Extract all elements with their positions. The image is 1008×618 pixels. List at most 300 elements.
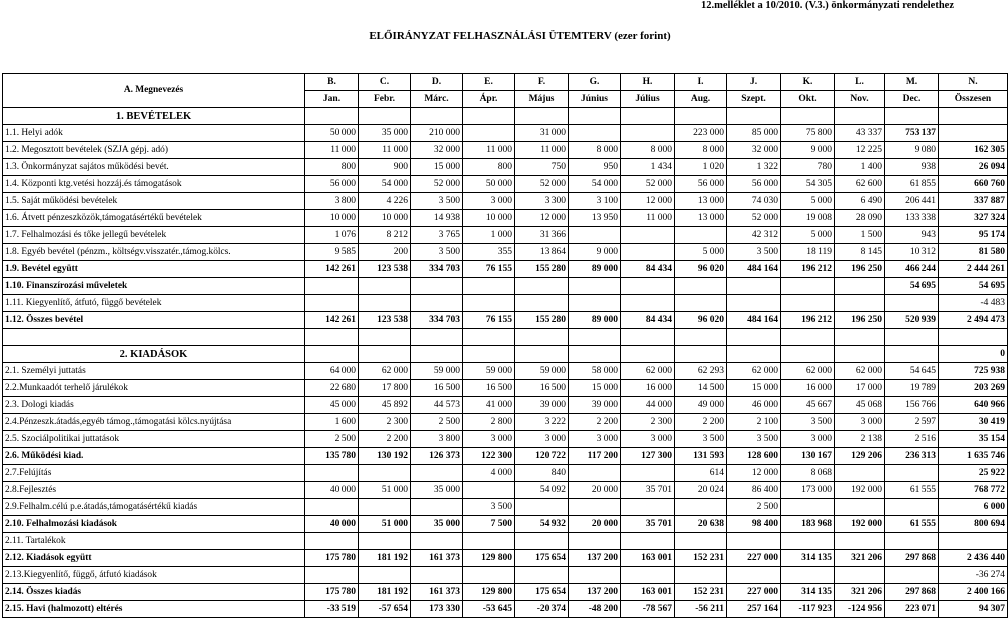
cell-value: 50 000 bbox=[305, 125, 359, 142]
cell-value: 16 000 bbox=[781, 380, 835, 397]
cell-value: 3 000 bbox=[463, 193, 515, 210]
cell-value: 2 300 bbox=[621, 414, 675, 431]
cell-value: 62 000 bbox=[727, 363, 781, 380]
cell-value: 130 167 bbox=[781, 448, 835, 465]
table-row bbox=[3, 210, 1008, 227]
cell-value: 327 324 bbox=[939, 210, 1008, 227]
cell-value: 133 338 bbox=[885, 210, 939, 227]
cell-value: 780 bbox=[781, 159, 835, 176]
header-letter: I. bbox=[675, 74, 727, 91]
cell-value: 3 500 bbox=[411, 193, 463, 210]
cell-value bbox=[621, 499, 675, 516]
header-letter: D. bbox=[411, 74, 463, 91]
cell-value: 31 000 bbox=[515, 125, 569, 142]
cell-value: 337 887 bbox=[939, 193, 1008, 210]
header-month: Márc. bbox=[411, 91, 463, 108]
cell-value bbox=[463, 533, 515, 550]
cell-value: 76 155 bbox=[463, 261, 515, 278]
cell-value: 129 800 bbox=[463, 550, 515, 567]
cell-value: 1 500 bbox=[835, 227, 885, 244]
cell-value bbox=[569, 227, 621, 244]
cell-value: 45 667 bbox=[781, 397, 835, 414]
cell-value: 900 bbox=[359, 159, 411, 176]
cell-value: -36 274 bbox=[939, 567, 1008, 584]
cell-value: 98 400 bbox=[727, 516, 781, 533]
cell-value: 750 bbox=[515, 159, 569, 176]
cell-value: 9 000 bbox=[781, 142, 835, 159]
header-month: Szept. bbox=[727, 91, 781, 108]
cell-value: 85 000 bbox=[727, 125, 781, 142]
cell-value bbox=[463, 567, 515, 584]
cell-value: 484 164 bbox=[727, 261, 781, 278]
cell-value bbox=[411, 465, 463, 482]
cell-value bbox=[835, 465, 885, 482]
cell-value: 54 092 bbox=[515, 482, 569, 499]
cell-value: 11 000 bbox=[515, 142, 569, 159]
cell-value: 175 780 bbox=[305, 584, 359, 601]
cell-value bbox=[621, 278, 675, 295]
row-label: 2.8.Fejlesztés bbox=[3, 482, 305, 499]
cell-value: 56 000 bbox=[675, 176, 727, 193]
cell-value: 13 000 bbox=[675, 193, 727, 210]
cell-value: 152 231 bbox=[675, 550, 727, 567]
cell-value: 142 261 bbox=[305, 261, 359, 278]
cell-value: 203 269 bbox=[939, 380, 1008, 397]
cell-value bbox=[781, 567, 835, 584]
cell-value: 62 000 bbox=[835, 363, 885, 380]
header-letter: J. bbox=[727, 74, 781, 91]
cell-value bbox=[463, 346, 515, 363]
table-row bbox=[3, 176, 1008, 193]
table-row bbox=[3, 465, 1008, 482]
row-label: 1.2. Megosztott bevételek (SZJA gépj. adó) bbox=[3, 142, 305, 159]
cell-value: 334 703 bbox=[411, 312, 463, 329]
cell-value: 183 968 bbox=[781, 516, 835, 533]
annex-reference: 12.melléklet a 10/2010. (V.3.) önkormányzati rendelethez bbox=[700, 0, 954, 11]
header-month: Ápr. bbox=[463, 91, 515, 108]
cell-value: 660 760 bbox=[939, 176, 1008, 193]
cell-value bbox=[515, 499, 569, 516]
cell-value: 13 864 bbox=[515, 244, 569, 261]
cell-value bbox=[835, 346, 885, 363]
header-month: Június bbox=[569, 91, 621, 108]
cell-value: 5 000 bbox=[781, 193, 835, 210]
cell-value: 520 939 bbox=[885, 312, 939, 329]
header-letter: K. bbox=[781, 74, 835, 91]
cell-value: 11 000 bbox=[621, 210, 675, 227]
table-row bbox=[3, 312, 1008, 329]
cell-value: 61 855 bbox=[885, 176, 939, 193]
table-row bbox=[3, 482, 1008, 499]
cell-value: 59 000 bbox=[411, 363, 463, 380]
cell-value: 76 155 bbox=[463, 312, 515, 329]
cell-value: 1 000 bbox=[463, 227, 515, 244]
cell-value: 25 922 bbox=[939, 465, 1008, 482]
cell-value: 56 000 bbox=[727, 176, 781, 193]
cell-value: 196 250 bbox=[835, 261, 885, 278]
cell-value: 175 654 bbox=[515, 550, 569, 567]
cell-value: 20 000 bbox=[569, 482, 621, 499]
cell-value bbox=[569, 465, 621, 482]
cell-value: 62 293 bbox=[675, 363, 727, 380]
cell-value: 10 312 bbox=[885, 244, 939, 261]
row-label: 2.3. Dologi kiadás bbox=[3, 397, 305, 414]
cell-value: 3 000 bbox=[569, 431, 621, 448]
cell-value: 640 966 bbox=[939, 397, 1008, 414]
table-row bbox=[3, 227, 1008, 244]
cell-value bbox=[411, 329, 463, 346]
cell-value: 155 280 bbox=[515, 261, 569, 278]
cell-value: 62 000 bbox=[359, 363, 411, 380]
cell-value: 10 000 bbox=[463, 210, 515, 227]
cell-value: 3 000 bbox=[835, 414, 885, 431]
cell-value: 15 000 bbox=[411, 159, 463, 176]
cell-value: 58 000 bbox=[569, 363, 621, 380]
cell-value: 31 366 bbox=[515, 227, 569, 244]
cell-value bbox=[885, 533, 939, 550]
cell-value: 52 000 bbox=[411, 176, 463, 193]
cell-value bbox=[569, 329, 621, 346]
cell-value bbox=[727, 108, 781, 125]
cell-value: 753 137 bbox=[885, 125, 939, 142]
cell-value: 8 000 bbox=[569, 142, 621, 159]
cell-value bbox=[411, 295, 463, 312]
cell-value bbox=[835, 533, 885, 550]
row-label: 2.14. Összes kiadás bbox=[3, 584, 305, 601]
cell-value: 3 222 bbox=[515, 414, 569, 431]
cell-value: 4 000 bbox=[463, 465, 515, 482]
row-label: 2.12. Kiadások együtt bbox=[3, 550, 305, 567]
row-label: 1.3. Önkormányzat sajátos működési bevét. bbox=[3, 159, 305, 176]
cell-value: 321 206 bbox=[835, 550, 885, 567]
cell-value bbox=[727, 346, 781, 363]
cell-value: 192 000 bbox=[835, 482, 885, 499]
cell-value: 1 635 746 bbox=[939, 448, 1008, 465]
cell-value bbox=[305, 533, 359, 550]
cell-value: 45 068 bbox=[835, 397, 885, 414]
row-label: 2.5. Szociálpolitikai juttatások bbox=[3, 431, 305, 448]
cell-value: 2 200 bbox=[675, 414, 727, 431]
cell-value: 64 000 bbox=[305, 363, 359, 380]
cell-value: 9 080 bbox=[885, 142, 939, 159]
table-row bbox=[3, 431, 1008, 448]
cell-value bbox=[359, 295, 411, 312]
cell-value: -53 645 bbox=[463, 601, 515, 618]
cell-value: 19 789 bbox=[885, 380, 939, 397]
cell-value: 123 538 bbox=[359, 261, 411, 278]
row-label: 1.4. Központi ktg.vetési hozzáj.és támogatások bbox=[3, 176, 305, 193]
cell-value: 800 bbox=[305, 159, 359, 176]
cell-value: 8 068 bbox=[781, 465, 835, 482]
cell-value: 75 800 bbox=[781, 125, 835, 142]
cell-value: 3 800 bbox=[305, 193, 359, 210]
table-row bbox=[3, 278, 1008, 295]
cell-value bbox=[675, 567, 727, 584]
cell-value bbox=[675, 108, 727, 125]
row-label: 2.11. Tartalékok bbox=[3, 533, 305, 550]
table-row bbox=[3, 363, 1008, 380]
cell-value: 1 434 bbox=[621, 159, 675, 176]
cell-value: 3 000 bbox=[621, 431, 675, 448]
cell-value: 61 555 bbox=[885, 482, 939, 499]
cell-value: 17 800 bbox=[359, 380, 411, 397]
cell-value: 2 200 bbox=[359, 431, 411, 448]
cell-value bbox=[359, 499, 411, 516]
cell-value: 128 600 bbox=[727, 448, 781, 465]
cell-value: 2 300 bbox=[359, 414, 411, 431]
cell-value bbox=[939, 108, 1008, 125]
cell-value: 314 135 bbox=[781, 550, 835, 567]
cell-value bbox=[305, 346, 359, 363]
cell-value: 614 bbox=[675, 465, 727, 482]
cell-value: 12 000 bbox=[727, 465, 781, 482]
cell-value: 15 000 bbox=[569, 380, 621, 397]
cell-value: 7 500 bbox=[463, 516, 515, 533]
cell-value: 181 192 bbox=[359, 584, 411, 601]
document-title: ELŐIRÁNYZAT FELHASZNÁLÁSI ÜTEMTERV (ezer forint) bbox=[369, 30, 671, 42]
cell-value: 223 071 bbox=[885, 601, 939, 618]
row-label: 1.11. Kiegyenlítő, átfutó, függő bevételek bbox=[3, 295, 305, 312]
table-row bbox=[3, 125, 1008, 142]
cell-value: 200 bbox=[359, 244, 411, 261]
row-label: 2.13.Kiegyenlítő, függő, átfutó kiadások bbox=[3, 567, 305, 584]
row-label: 1.7. Felhalmozási és tőke jellegű bevételek bbox=[3, 227, 305, 244]
cell-value bbox=[621, 108, 675, 125]
cell-value: 15 000 bbox=[727, 380, 781, 397]
cell-value: 129 206 bbox=[835, 448, 885, 465]
cell-value: -78 567 bbox=[621, 601, 675, 618]
cell-value: 297 868 bbox=[885, 550, 939, 567]
cell-value: 126 373 bbox=[411, 448, 463, 465]
cell-value: 11 000 bbox=[359, 142, 411, 159]
cell-value: 62 000 bbox=[621, 363, 675, 380]
cell-value bbox=[411, 278, 463, 295]
cell-value: 3 000 bbox=[515, 431, 569, 448]
row-label: 2.9.Felhalm.célú p.e.átadás,támogatásértékű kiadás bbox=[3, 499, 305, 516]
cell-value: 227 000 bbox=[727, 550, 781, 567]
cell-value bbox=[621, 295, 675, 312]
cell-value bbox=[621, 227, 675, 244]
cell-value: 96 020 bbox=[675, 312, 727, 329]
cell-value: 3 500 bbox=[727, 431, 781, 448]
cell-value: 2 436 440 bbox=[939, 550, 1008, 567]
cell-value bbox=[727, 567, 781, 584]
cell-value bbox=[569, 125, 621, 142]
header-letter: G. bbox=[569, 74, 621, 91]
cell-value: 54 000 bbox=[569, 176, 621, 193]
cell-value: 62 000 bbox=[781, 363, 835, 380]
cell-value bbox=[305, 278, 359, 295]
row-label: 2.7.Felújítás bbox=[3, 465, 305, 482]
table-row bbox=[3, 533, 1008, 550]
cell-value bbox=[305, 499, 359, 516]
cell-value: 122 300 bbox=[463, 448, 515, 465]
cell-value: 484 164 bbox=[727, 312, 781, 329]
cell-value: 16 500 bbox=[463, 380, 515, 397]
cell-value: 3 100 bbox=[569, 193, 621, 210]
cell-value: 44 573 bbox=[411, 397, 463, 414]
cell-value: 120 722 bbox=[515, 448, 569, 465]
cell-value: 0 bbox=[939, 346, 1008, 363]
cell-value bbox=[727, 329, 781, 346]
cell-value: 152 231 bbox=[675, 584, 727, 601]
cell-value: 26 094 bbox=[939, 159, 1008, 176]
cell-value: 54 695 bbox=[885, 278, 939, 295]
cell-value: 192 000 bbox=[835, 516, 885, 533]
cell-value bbox=[885, 346, 939, 363]
cell-value bbox=[621, 567, 675, 584]
cell-value: 59 000 bbox=[515, 363, 569, 380]
row-label: 1. BEVÉTELEK bbox=[3, 108, 305, 125]
cell-value bbox=[621, 329, 675, 346]
cell-value: 4 226 bbox=[359, 193, 411, 210]
cell-value: 10 000 bbox=[359, 210, 411, 227]
cell-value bbox=[305, 329, 359, 346]
cell-value: 41 000 bbox=[463, 397, 515, 414]
cell-value: 19 008 bbox=[781, 210, 835, 227]
cell-value: 2 500 bbox=[727, 499, 781, 516]
cell-value: 54 305 bbox=[781, 176, 835, 193]
cell-value: 86 400 bbox=[727, 482, 781, 499]
cell-value bbox=[621, 533, 675, 550]
cell-value bbox=[621, 465, 675, 482]
cell-value: -33 519 bbox=[305, 601, 359, 618]
cell-value: 2 444 261 bbox=[939, 261, 1008, 278]
cell-value: 28 090 bbox=[835, 210, 885, 227]
cell-value: 175 780 bbox=[305, 550, 359, 567]
cell-value bbox=[305, 567, 359, 584]
cell-value bbox=[305, 108, 359, 125]
cell-value: 800 694 bbox=[939, 516, 1008, 533]
table-row bbox=[3, 567, 1008, 584]
cell-value: 16 000 bbox=[621, 380, 675, 397]
cell-value: 163 001 bbox=[621, 550, 675, 567]
cell-value: 196 212 bbox=[781, 261, 835, 278]
row-label: 2.4.Pénzeszk.átadás,egyéb támog.,támogatási kölcs.nyújtása bbox=[3, 414, 305, 431]
cell-value: 16 500 bbox=[411, 380, 463, 397]
cell-value: 54 932 bbox=[515, 516, 569, 533]
table-row bbox=[3, 601, 1008, 618]
table-row bbox=[3, 159, 1008, 176]
cell-value: 32 000 bbox=[727, 142, 781, 159]
cell-value: 768 772 bbox=[939, 482, 1008, 499]
cell-value: 94 307 bbox=[939, 601, 1008, 618]
table-row bbox=[3, 584, 1008, 601]
header-letter: E. bbox=[463, 74, 515, 91]
cell-value: 181 192 bbox=[359, 550, 411, 567]
header-month: Összesen bbox=[939, 91, 1008, 108]
cell-value bbox=[359, 278, 411, 295]
cell-value: 8 145 bbox=[835, 244, 885, 261]
cell-value: 236 313 bbox=[885, 448, 939, 465]
table-row bbox=[3, 142, 1008, 159]
cell-value: 12 000 bbox=[515, 210, 569, 227]
cell-value: 2 400 166 bbox=[939, 584, 1008, 601]
cell-value: 2 200 bbox=[569, 414, 621, 431]
cell-value bbox=[835, 499, 885, 516]
header-letter: F. bbox=[515, 74, 569, 91]
cell-value: 9 585 bbox=[305, 244, 359, 261]
row-label: 1.9. Bevétel együtt bbox=[3, 261, 305, 278]
cell-value: 938 bbox=[885, 159, 939, 176]
cell-value bbox=[835, 108, 885, 125]
cell-value: 129 800 bbox=[463, 584, 515, 601]
cell-value: 59 000 bbox=[463, 363, 515, 380]
cell-value: 20 000 bbox=[569, 516, 621, 533]
cell-value: 96 020 bbox=[675, 261, 727, 278]
table-row bbox=[3, 346, 1008, 363]
table-row bbox=[3, 448, 1008, 465]
cell-value bbox=[781, 278, 835, 295]
row-label: 1.10. Finanszírozási műveletek bbox=[3, 278, 305, 295]
table-row bbox=[3, 108, 1008, 125]
header-month: Febr. bbox=[359, 91, 411, 108]
cell-value: 84 434 bbox=[621, 261, 675, 278]
cell-value bbox=[515, 567, 569, 584]
header-letter: M. bbox=[885, 74, 939, 91]
cell-value: 35 701 bbox=[621, 482, 675, 499]
table-row bbox=[3, 499, 1008, 516]
table-row bbox=[3, 329, 1008, 346]
cell-value: 12 000 bbox=[621, 193, 675, 210]
cell-value: 1 600 bbox=[305, 414, 359, 431]
cell-value: 162 305 bbox=[939, 142, 1008, 159]
cell-value: 196 212 bbox=[781, 312, 835, 329]
header-letter: L. bbox=[835, 74, 885, 91]
cell-value bbox=[463, 108, 515, 125]
cell-value: 74 030 bbox=[727, 193, 781, 210]
cell-value: 135 780 bbox=[305, 448, 359, 465]
cell-value: 117 200 bbox=[569, 448, 621, 465]
cell-value: 127 300 bbox=[621, 448, 675, 465]
cell-value: 22 680 bbox=[305, 380, 359, 397]
cell-value bbox=[885, 567, 939, 584]
cell-value: -57 654 bbox=[359, 601, 411, 618]
cell-value: 8 000 bbox=[675, 142, 727, 159]
cell-value bbox=[359, 567, 411, 584]
row-label: 1.12. Összes bevétel bbox=[3, 312, 305, 329]
cell-value bbox=[305, 465, 359, 482]
cell-value: 131 593 bbox=[675, 448, 727, 465]
cell-value bbox=[411, 346, 463, 363]
cell-value bbox=[675, 227, 727, 244]
cell-value bbox=[359, 465, 411, 482]
cell-value bbox=[515, 329, 569, 346]
cell-value: 49 000 bbox=[675, 397, 727, 414]
header-letter: B. bbox=[305, 74, 359, 91]
cell-value bbox=[359, 346, 411, 363]
cell-value bbox=[569, 346, 621, 363]
cell-value: 10 000 bbox=[305, 210, 359, 227]
cell-value: 11 000 bbox=[305, 142, 359, 159]
cell-value: 725 938 bbox=[939, 363, 1008, 380]
cell-value: 51 000 bbox=[359, 482, 411, 499]
cell-value bbox=[463, 329, 515, 346]
cell-value bbox=[305, 295, 359, 312]
cell-value: 9 000 bbox=[569, 244, 621, 261]
cell-value: 35 000 bbox=[411, 482, 463, 499]
cell-value bbox=[463, 278, 515, 295]
cell-value bbox=[939, 125, 1008, 142]
row-label: 2.1. Személyi juttatás bbox=[3, 363, 305, 380]
cell-value: 51 000 bbox=[359, 516, 411, 533]
cell-value: -48 200 bbox=[569, 601, 621, 618]
cell-value: 173 330 bbox=[411, 601, 463, 618]
cell-value: 130 192 bbox=[359, 448, 411, 465]
cell-value: 14 938 bbox=[411, 210, 463, 227]
cell-value bbox=[515, 278, 569, 295]
cell-value bbox=[781, 499, 835, 516]
